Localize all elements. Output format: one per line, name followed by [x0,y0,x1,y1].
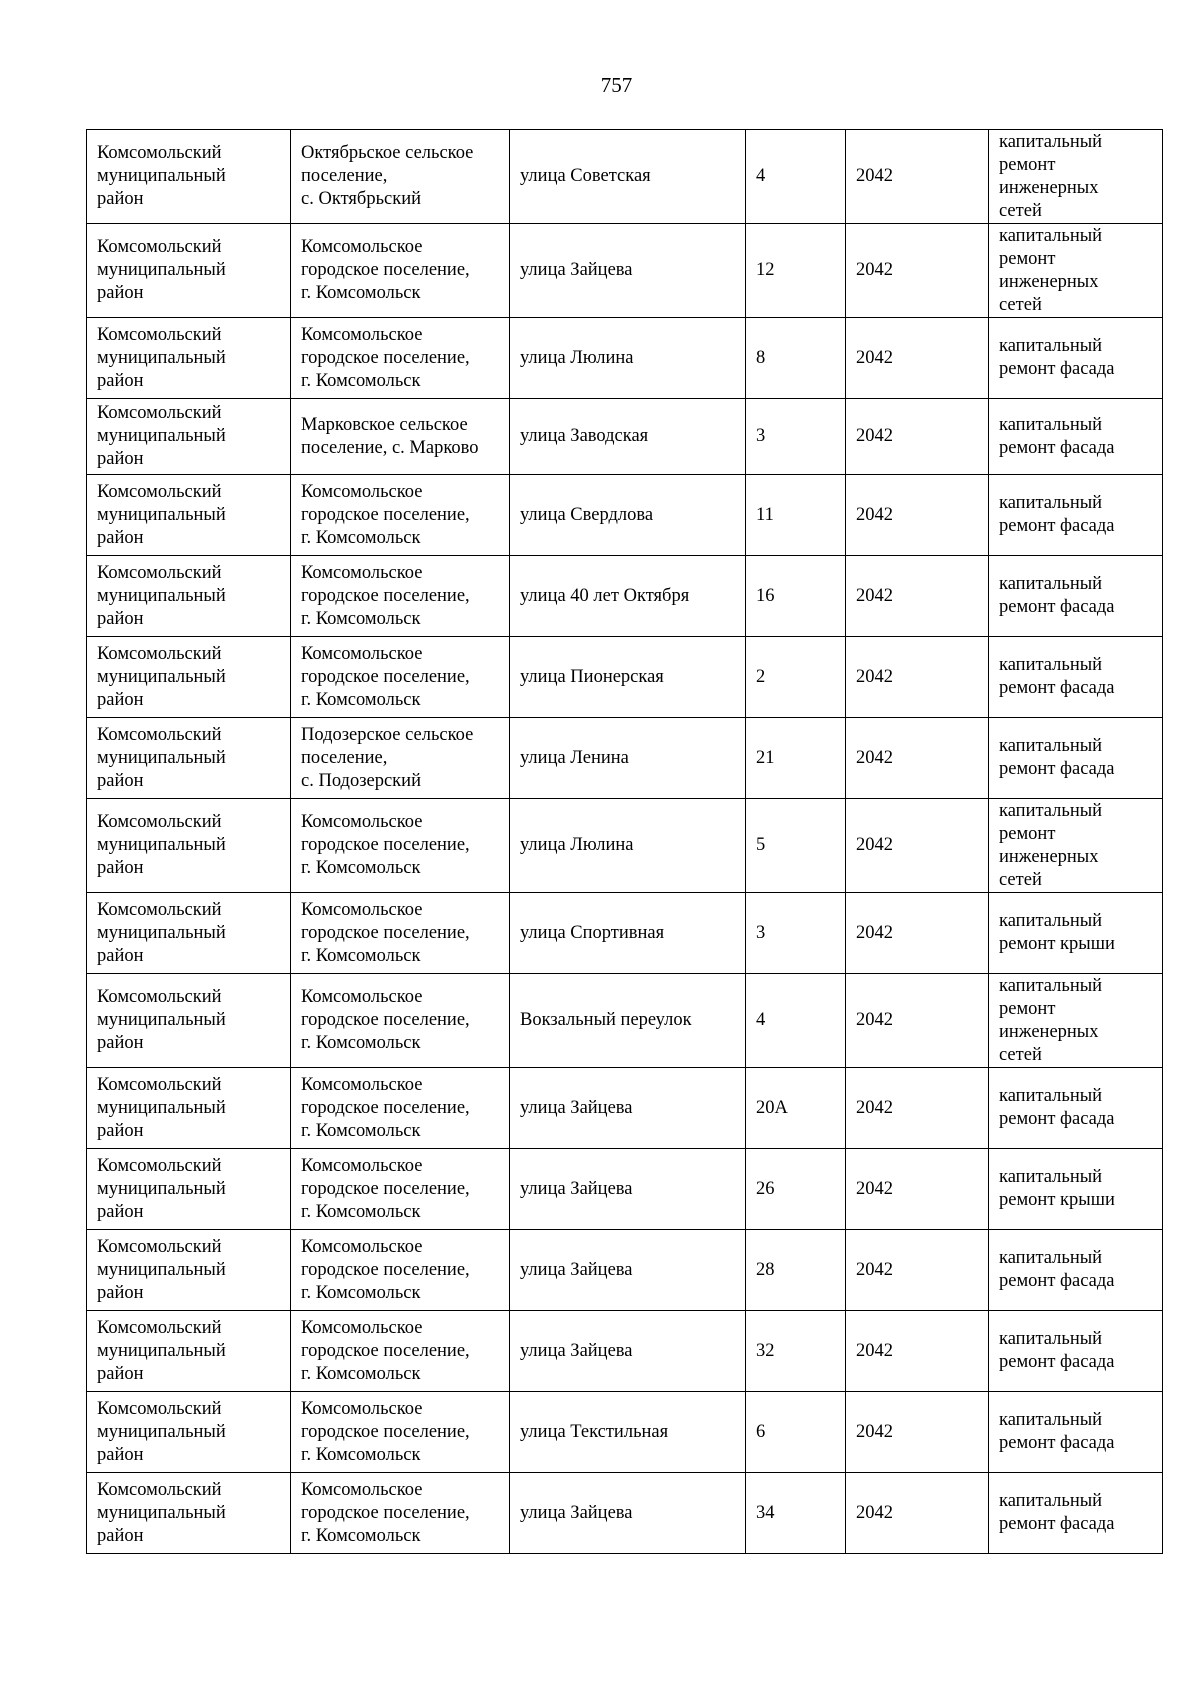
work-type-cell: капитальный ремонт фасада [989,475,1163,556]
page-number: 757 [600,73,633,97]
table-row [87,318,1163,399]
district-cell: Комсомольский муниципальный район [87,893,291,974]
street-cell: улица Спортивная [510,893,746,974]
work-type-cell: капитальный ремонт фасада [989,1230,1163,1311]
house-number-cell: 34 [746,1473,846,1554]
street-cell: улица Люлина [510,318,746,399]
house-number-cell: 21 [746,718,846,799]
table-row [87,637,1163,718]
work-type-cell: капитальный ремонт фасада [989,399,1163,475]
year-cell: 2042 [846,1230,989,1311]
year-cell: 2042 [846,637,989,718]
table-row [87,224,1163,318]
settlement-cell: Комсомольское городское поселение, г. Комсомольск [291,637,510,718]
year-cell: 2042 [846,1311,989,1392]
street-cell: улица Советская [510,130,746,224]
street-cell: улица Свердлова [510,475,746,556]
house-number-cell: 16 [746,556,846,637]
settlement-cell: Комсомольское городское поселение, г. Комсомольск [291,1311,510,1392]
district-cell: Комсомольский муниципальный район [87,1473,291,1554]
house-number-cell: 32 [746,1311,846,1392]
settlement-cell: Комсомольское городское поселение, г. Комсомольск [291,1149,510,1230]
district-cell: Комсомольский муниципальный район [87,974,291,1068]
house-number-cell: 2 [746,637,846,718]
table-row [87,718,1163,799]
district-cell: Комсомольский муниципальный район [87,1230,291,1311]
street-cell: улица Зайцева [510,1311,746,1392]
street-cell: улица Зайцева [510,1473,746,1554]
district-cell: Комсомольский муниципальный район [87,1149,291,1230]
table-row [87,1392,1163,1473]
district-cell: Комсомольский муниципальный район [87,399,291,475]
settlement-cell: Октябрьское сельское поселение, с. Октябрьский [291,130,510,224]
table-row [87,399,1163,475]
work-type-cell: капитальный ремонт инженерных сетей [989,799,1163,893]
table-row [87,1230,1163,1311]
year-cell: 2042 [846,1473,989,1554]
district-cell: Комсомольский муниципальный район [87,799,291,893]
work-type-cell: капитальный ремонт фасада [989,1068,1163,1149]
table-row [87,130,1163,224]
house-number-cell: 20А [746,1068,846,1149]
year-cell: 2042 [846,1392,989,1473]
district-cell: Комсомольский муниципальный район [87,130,291,224]
work-type-cell: капитальный ремонт фасада [989,637,1163,718]
street-cell: улица Ленина [510,718,746,799]
table-row [87,475,1163,556]
settlement-cell: Комсомольское городское поселение, г. Комсомольск [291,1230,510,1311]
settlement-cell: Подозерское сельское поселение, с. Подозерский [291,718,510,799]
settlement-cell: Комсомольское городское поселение, г. Комсомольск [291,1473,510,1554]
work-type-cell: капитальный ремонт фасада [989,718,1163,799]
settlement-cell: Комсомольское городское поселение, г. Комсомольск [291,475,510,556]
work-type-cell: капитальный ремонт фасада [989,1473,1163,1554]
house-number-cell: 3 [746,893,846,974]
work-type-cell: капитальный ремонт фасада [989,318,1163,399]
settlement-cell: Комсомольское городское поселение, г. Комсомольск [291,1392,510,1473]
year-cell: 2042 [846,318,989,399]
street-cell: улица Зайцева [510,1149,746,1230]
year-cell: 2042 [846,893,989,974]
house-number-cell: 6 [746,1392,846,1473]
house-number-cell: 8 [746,318,846,399]
settlement-cell: Комсомольское городское поселение, г. Комсомольск [291,799,510,893]
table-row [87,1149,1163,1230]
table-row [87,556,1163,637]
work-type-cell: капитальный ремонт крыши [989,893,1163,974]
year-cell: 2042 [846,718,989,799]
work-type-cell: капитальный ремонт фасада [989,1392,1163,1473]
district-cell: Комсомольский муниципальный район [87,718,291,799]
house-number-cell: 4 [746,974,846,1068]
table-row [87,893,1163,974]
street-cell: улица Зайцева [510,224,746,318]
work-type-cell: капитальный ремонт инженерных сетей [989,974,1163,1068]
year-cell: 2042 [846,399,989,475]
year-cell: 2042 [846,974,989,1068]
settlement-cell: Комсомольское городское поселение, г. Комсомольск [291,556,510,637]
district-cell: Комсомольский муниципальный район [87,475,291,556]
work-type-cell: капитальный ремонт фасада [989,1311,1163,1392]
street-cell: улица Заводская [510,399,746,475]
district-cell: Комсомольский муниципальный район [87,1392,291,1473]
street-cell: Вокзальный переулок [510,974,746,1068]
settlement-cell: Комсомольское городское поселение, г. Комсомольск [291,1068,510,1149]
district-cell: Комсомольский муниципальный район [87,556,291,637]
repair-schedule-table [86,129,1163,1554]
house-number-cell: 26 [746,1149,846,1230]
year-cell: 2042 [846,224,989,318]
district-cell: Комсомольский муниципальный район [87,224,291,318]
table-row [87,1311,1163,1392]
district-cell: Комсомольский муниципальный район [87,1311,291,1392]
street-cell: улица Текстильная [510,1392,746,1473]
house-number-cell: 5 [746,799,846,893]
settlement-cell: Комсомольское городское поселение, г. Комсомольск [291,974,510,1068]
settlement-cell: Марковское сельское поселение, с. Марково [291,399,510,475]
street-cell: улица Пионерская [510,637,746,718]
year-cell: 2042 [846,130,989,224]
table-row [87,974,1163,1068]
year-cell: 2042 [846,1068,989,1149]
table-row [87,799,1163,893]
table-row [87,1068,1163,1149]
settlement-cell: Комсомольское городское поселение, г. Комсомольск [291,893,510,974]
year-cell: 2042 [846,1149,989,1230]
house-number-cell: 3 [746,399,846,475]
settlement-cell: Комсомольское городское поселение, г. Комсомольск [291,224,510,318]
house-number-cell: 11 [746,475,846,556]
street-cell: улица Зайцева [510,1230,746,1311]
street-cell: улица Зайцева [510,1068,746,1149]
work-type-cell: капитальный ремонт крыши [989,1149,1163,1230]
work-type-cell: капитальный ремонт инженерных сетей [989,130,1163,224]
year-cell: 2042 [846,475,989,556]
district-cell: Комсомольский муниципальный район [87,637,291,718]
house-number-cell: 28 [746,1230,846,1311]
house-number-cell: 12 [746,224,846,318]
table-row [87,1473,1163,1554]
work-type-cell: капитальный ремонт фасада [989,556,1163,637]
district-cell: Комсомольский муниципальный район [87,1068,291,1149]
work-type-cell: капитальный ремонт инженерных сетей [989,224,1163,318]
year-cell: 2042 [846,556,989,637]
settlement-cell: Комсомольское городское поселение, г. Комсомольск [291,318,510,399]
year-cell: 2042 [846,799,989,893]
street-cell: улица 40 лет Октября [510,556,746,637]
street-cell: улица Люлина [510,799,746,893]
house-number-cell: 4 [746,130,846,224]
district-cell: Комсомольский муниципальный район [87,318,291,399]
